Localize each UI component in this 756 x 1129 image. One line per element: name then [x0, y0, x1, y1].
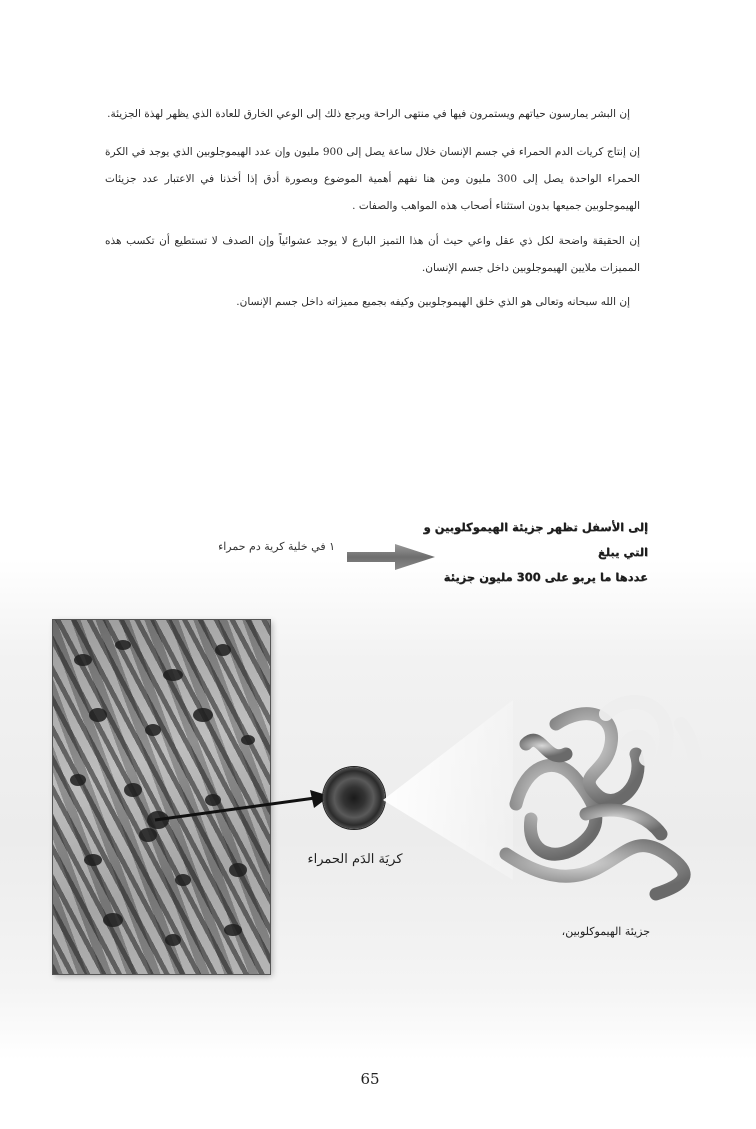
paragraph-1: إن البشر يمارسون حياتهم ويستمرون فيها في منتهى الراحة ويرجع ذلك إلى الوعي الخارق للعادة الذي يظهر لهذة الجزيئة. [107, 108, 630, 120]
caption-line-2: عددها ما يربو على 300 مليون جزيئة [443, 570, 648, 584]
hemoglobin-molecule-image [486, 684, 708, 906]
page-number: 65 [360, 1070, 380, 1088]
rbc-label: كريَة الدَم الحمراء [307, 852, 403, 867]
red-blood-cell-image [323, 767, 385, 829]
paragraph-3: إن الحقيقة واضحة لكل ذي عقل واعي حيث أن هذا التميز البارع لا يوجد عشوائياً وإن الصدف لا تستطيع أن تكسب هذه المميزات ملايين الهيموجلوبين داخل جسم الإنسان. [105, 235, 640, 274]
caption-continuation: ١ في خلية كرية دم حمراء [218, 540, 335, 553]
paragraph-4: إن الله سبحانه وتعالى هو الذي خلق الهيموجلوبين وكيفه بجميع مميزاته داخل جسم الإنسان. [236, 296, 630, 308]
molecule-label: جزيئة الهيموكلوبين، [561, 925, 650, 938]
pointer-arrow-icon [150, 780, 340, 830]
paragraph-2: إن إنتاج كريات الدم الحمراء في جسم الإنسان خلال ساعة يصل إلى 900 مليون وإن عدد الهيموجلوبين الذي يوجد في الكرة الحمراء الواحدة يصل إلى 300 مليون ومن هنا نفهم أهمية الموضوع وبصورة أدق إذا أخذنا في الاعتبار عدد جزيئات الهيموجلوبين جميعها بدون استثناء أصحاب هذه المواهب والصفات . [105, 146, 640, 212]
arrow-right-icon [345, 540, 437, 574]
figure-caption [400, 515, 648, 590]
caption-line-1: إلى الأسفل تظهر جزيئة الهيموكلوبين و التي يبلغ [423, 520, 648, 559]
